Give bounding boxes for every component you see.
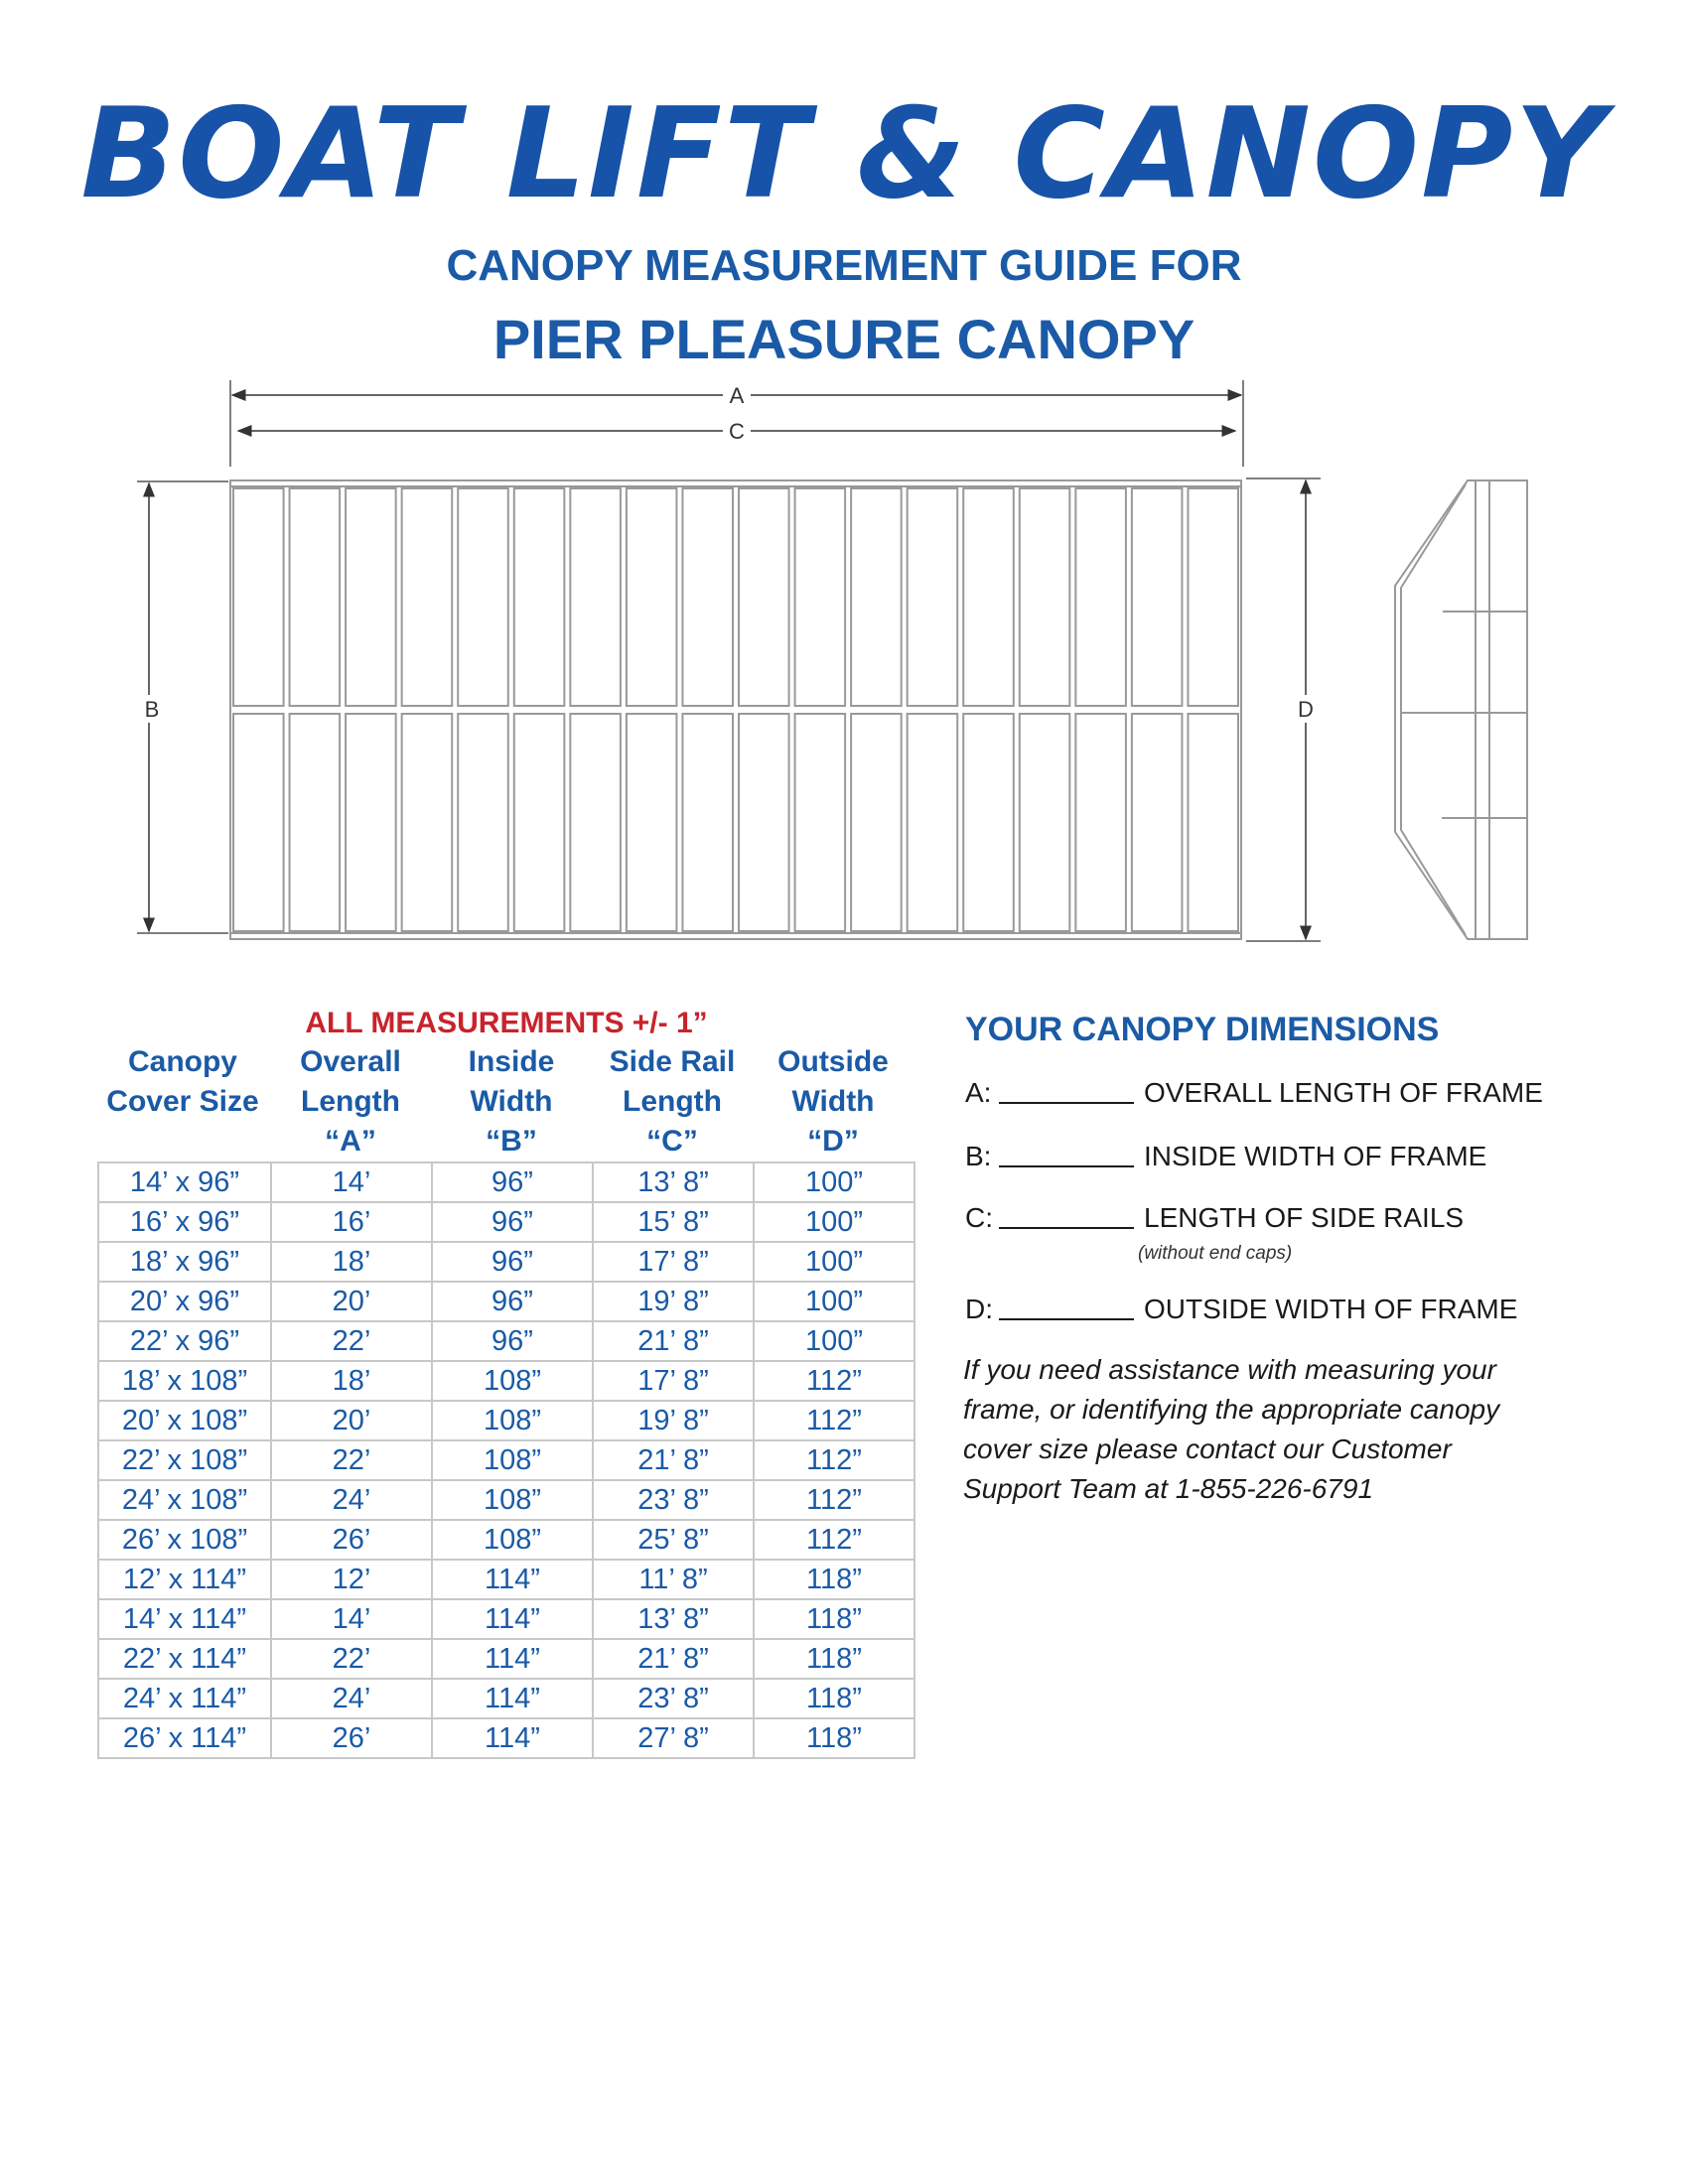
- column-header-overall-length: Overall Length “A”: [300, 1045, 401, 1158]
- cell-side-rail-length: 17’ 8”: [593, 1361, 754, 1401]
- cell-overall-length: 18’: [271, 1361, 432, 1401]
- cell-inside-width: 108”: [432, 1480, 593, 1520]
- table-row: [98, 1599, 914, 1639]
- dimension-line-a: A: OVERALL LENGTH OF FRAME: [965, 1077, 1543, 1108]
- cell-inside-width: 96”: [432, 1321, 593, 1361]
- cell-cover-size: 18’ x 96”: [98, 1242, 271, 1282]
- cell-inside-width: 108”: [432, 1401, 593, 1440]
- table-row: [98, 1520, 914, 1560]
- cell-outside-width: 118”: [754, 1718, 914, 1758]
- column-header-cover-size: Canopy Cover Size: [106, 1045, 259, 1118]
- cell-side-rail-length: 21’ 8”: [593, 1639, 754, 1679]
- cell-cover-size: 20’ x 96”: [98, 1282, 271, 1321]
- brand-logo: BOAT LIFT & CANOPY: [80, 80, 1608, 226]
- cell-cover-size: 14’ x 114”: [98, 1599, 271, 1639]
- cell-outside-width: 100”: [754, 1162, 914, 1202]
- cell-overall-length: 22’: [271, 1440, 432, 1480]
- frame-top-view: [230, 480, 1241, 939]
- cell-overall-length: 22’: [271, 1321, 432, 1361]
- cell-outside-width: 112”: [754, 1361, 914, 1401]
- column-header-inside-width: Inside Width “B”: [468, 1045, 555, 1158]
- cell-overall-length: 14’: [271, 1599, 432, 1639]
- dim-label-c: C: [729, 419, 745, 444]
- cell-inside-width: 114”: [432, 1639, 593, 1679]
- table-row: [98, 1282, 914, 1321]
- measurement-tolerance-note: ALL MEASUREMENTS +/- 1”: [305, 1007, 708, 1039]
- cell-inside-width: 114”: [432, 1718, 593, 1758]
- table-row: [98, 1321, 914, 1361]
- blank-field-d: [999, 1293, 1134, 1320]
- cell-inside-width: 96”: [432, 1162, 593, 1202]
- page-subtitle: CANOPY MEASUREMENT GUIDE FOR: [446, 241, 1242, 290]
- cell-cover-size: 22’ x 96”: [98, 1321, 271, 1361]
- cell-inside-width: 114”: [432, 1679, 593, 1718]
- blank-field-c: [999, 1201, 1134, 1229]
- cell-overall-length: 24’: [271, 1480, 432, 1520]
- table-row: [98, 1639, 914, 1679]
- without-end-caps-note: (without end caps): [1138, 1243, 1293, 1264]
- cell-side-rail-length: 13’ 8”: [593, 1599, 754, 1639]
- cell-inside-width: 96”: [432, 1242, 593, 1282]
- column-header-outside-width: Outside Width “D”: [777, 1045, 889, 1158]
- dim-label-a: A: [729, 383, 745, 408]
- cell-outside-width: 112”: [754, 1520, 914, 1560]
- cell-outside-width: 118”: [754, 1639, 914, 1679]
- cell-side-rail-length: 17’ 8”: [593, 1242, 754, 1282]
- cell-outside-width: 112”: [754, 1401, 914, 1440]
- cell-outside-width: 100”: [754, 1202, 914, 1242]
- cell-cover-size: 14’ x 96”: [98, 1162, 271, 1202]
- cell-cover-size: 22’ x 114”: [98, 1639, 271, 1679]
- cell-side-rail-length: 27’ 8”: [593, 1718, 754, 1758]
- cell-side-rail-length: 21’ 8”: [593, 1321, 754, 1361]
- cell-inside-width: 108”: [432, 1520, 593, 1560]
- cell-overall-length: 26’: [271, 1520, 432, 1560]
- cell-side-rail-length: 23’ 8”: [593, 1679, 754, 1718]
- cell-overall-length: 18’: [271, 1242, 432, 1282]
- cell-cover-size: 24’ x 114”: [98, 1679, 271, 1718]
- table-row: [98, 1361, 914, 1401]
- cell-side-rail-length: 19’ 8”: [593, 1401, 754, 1440]
- dimension-line-c: C: LENGTH OF SIDE RAILS: [965, 1202, 1465, 1233]
- table-row: [98, 1401, 914, 1440]
- table-row: [98, 1480, 914, 1520]
- cell-overall-length: 20’: [271, 1282, 432, 1321]
- canopy-size-table: [97, 1161, 915, 1759]
- cell-outside-width: 100”: [754, 1242, 914, 1282]
- cell-cover-size: 24’ x 108”: [98, 1480, 271, 1520]
- cell-cover-size: 18’ x 108”: [98, 1361, 271, 1401]
- table-row: [98, 1560, 914, 1599]
- cell-side-rail-length: 23’ 8”: [593, 1480, 754, 1520]
- cell-side-rail-length: 19’ 8”: [593, 1282, 754, 1321]
- cell-outside-width: 118”: [754, 1560, 914, 1599]
- table-row: [98, 1679, 914, 1718]
- frame-side-view: [1395, 480, 1527, 939]
- table-row: [98, 1718, 914, 1758]
- cell-overall-length: 22’: [271, 1639, 432, 1679]
- cell-side-rail-length: 25’ 8”: [593, 1520, 754, 1560]
- page-title: PIER PLEASURE CANOPY: [492, 308, 1196, 370]
- cell-outside-width: 118”: [754, 1679, 914, 1718]
- cell-cover-size: 26’ x 108”: [98, 1520, 271, 1560]
- cell-cover-size: 12’ x 114”: [98, 1560, 271, 1599]
- cell-overall-length: 24’: [271, 1679, 432, 1718]
- cell-outside-width: 118”: [754, 1599, 914, 1639]
- dim-label-b: B: [144, 697, 160, 722]
- cell-inside-width: 108”: [432, 1361, 593, 1401]
- cell-inside-width: 114”: [432, 1560, 593, 1599]
- cell-cover-size: 26’ x 114”: [98, 1718, 271, 1758]
- support-contact-note: If you need assistance with measuring your frame, or identifying the appropriate canopy cover size please contact our Customer Support Team at 1-855-226-6791: [963, 1354, 1500, 1504]
- cell-inside-width: 96”: [432, 1282, 593, 1321]
- cell-overall-length: 16’: [271, 1202, 432, 1242]
- canopy-frame-diagram: [0, 367, 1688, 963]
- cell-side-rail-length: 11’ 8”: [593, 1560, 754, 1599]
- cell-cover-size: 20’ x 108”: [98, 1401, 271, 1440]
- cell-overall-length: 14’: [271, 1162, 432, 1202]
- blank-field-b: [999, 1140, 1134, 1167]
- dim-label-d: D: [1298, 697, 1314, 722]
- cell-cover-size: 16’ x 96”: [98, 1202, 271, 1242]
- blank-field-a: [999, 1076, 1134, 1104]
- table-row: [98, 1440, 914, 1480]
- table-row: [98, 1202, 914, 1242]
- dimension-line-b: B: INSIDE WIDTH OF FRAME: [965, 1141, 1487, 1171]
- cell-inside-width: 114”: [432, 1599, 593, 1639]
- cell-outside-width: 100”: [754, 1282, 914, 1321]
- cell-side-rail-length: 21’ 8”: [593, 1440, 754, 1480]
- cell-overall-length: 12’: [271, 1560, 432, 1599]
- cell-outside-width: 112”: [754, 1440, 914, 1480]
- cell-side-rail-length: 15’ 8”: [593, 1202, 754, 1242]
- column-header-side-rail-length: Side Rail Length “C”: [609, 1045, 736, 1158]
- cell-cover-size: 22’ x 108”: [98, 1440, 271, 1480]
- cell-side-rail-length: 13’ 8”: [593, 1162, 754, 1202]
- cell-outside-width: 100”: [754, 1321, 914, 1361]
- dimension-line-d: D: OUTSIDE WIDTH OF FRAME: [965, 1294, 1518, 1324]
- cell-inside-width: 108”: [432, 1440, 593, 1480]
- table-row: [98, 1162, 914, 1202]
- cell-inside-width: 96”: [432, 1202, 593, 1242]
- table-row: [98, 1242, 914, 1282]
- cell-overall-length: 20’: [271, 1401, 432, 1440]
- cell-outside-width: 112”: [754, 1480, 914, 1520]
- cell-overall-length: 26’: [271, 1718, 432, 1758]
- your-dimensions-heading: YOUR CANOPY DIMENSIONS: [965, 1011, 1440, 1048]
